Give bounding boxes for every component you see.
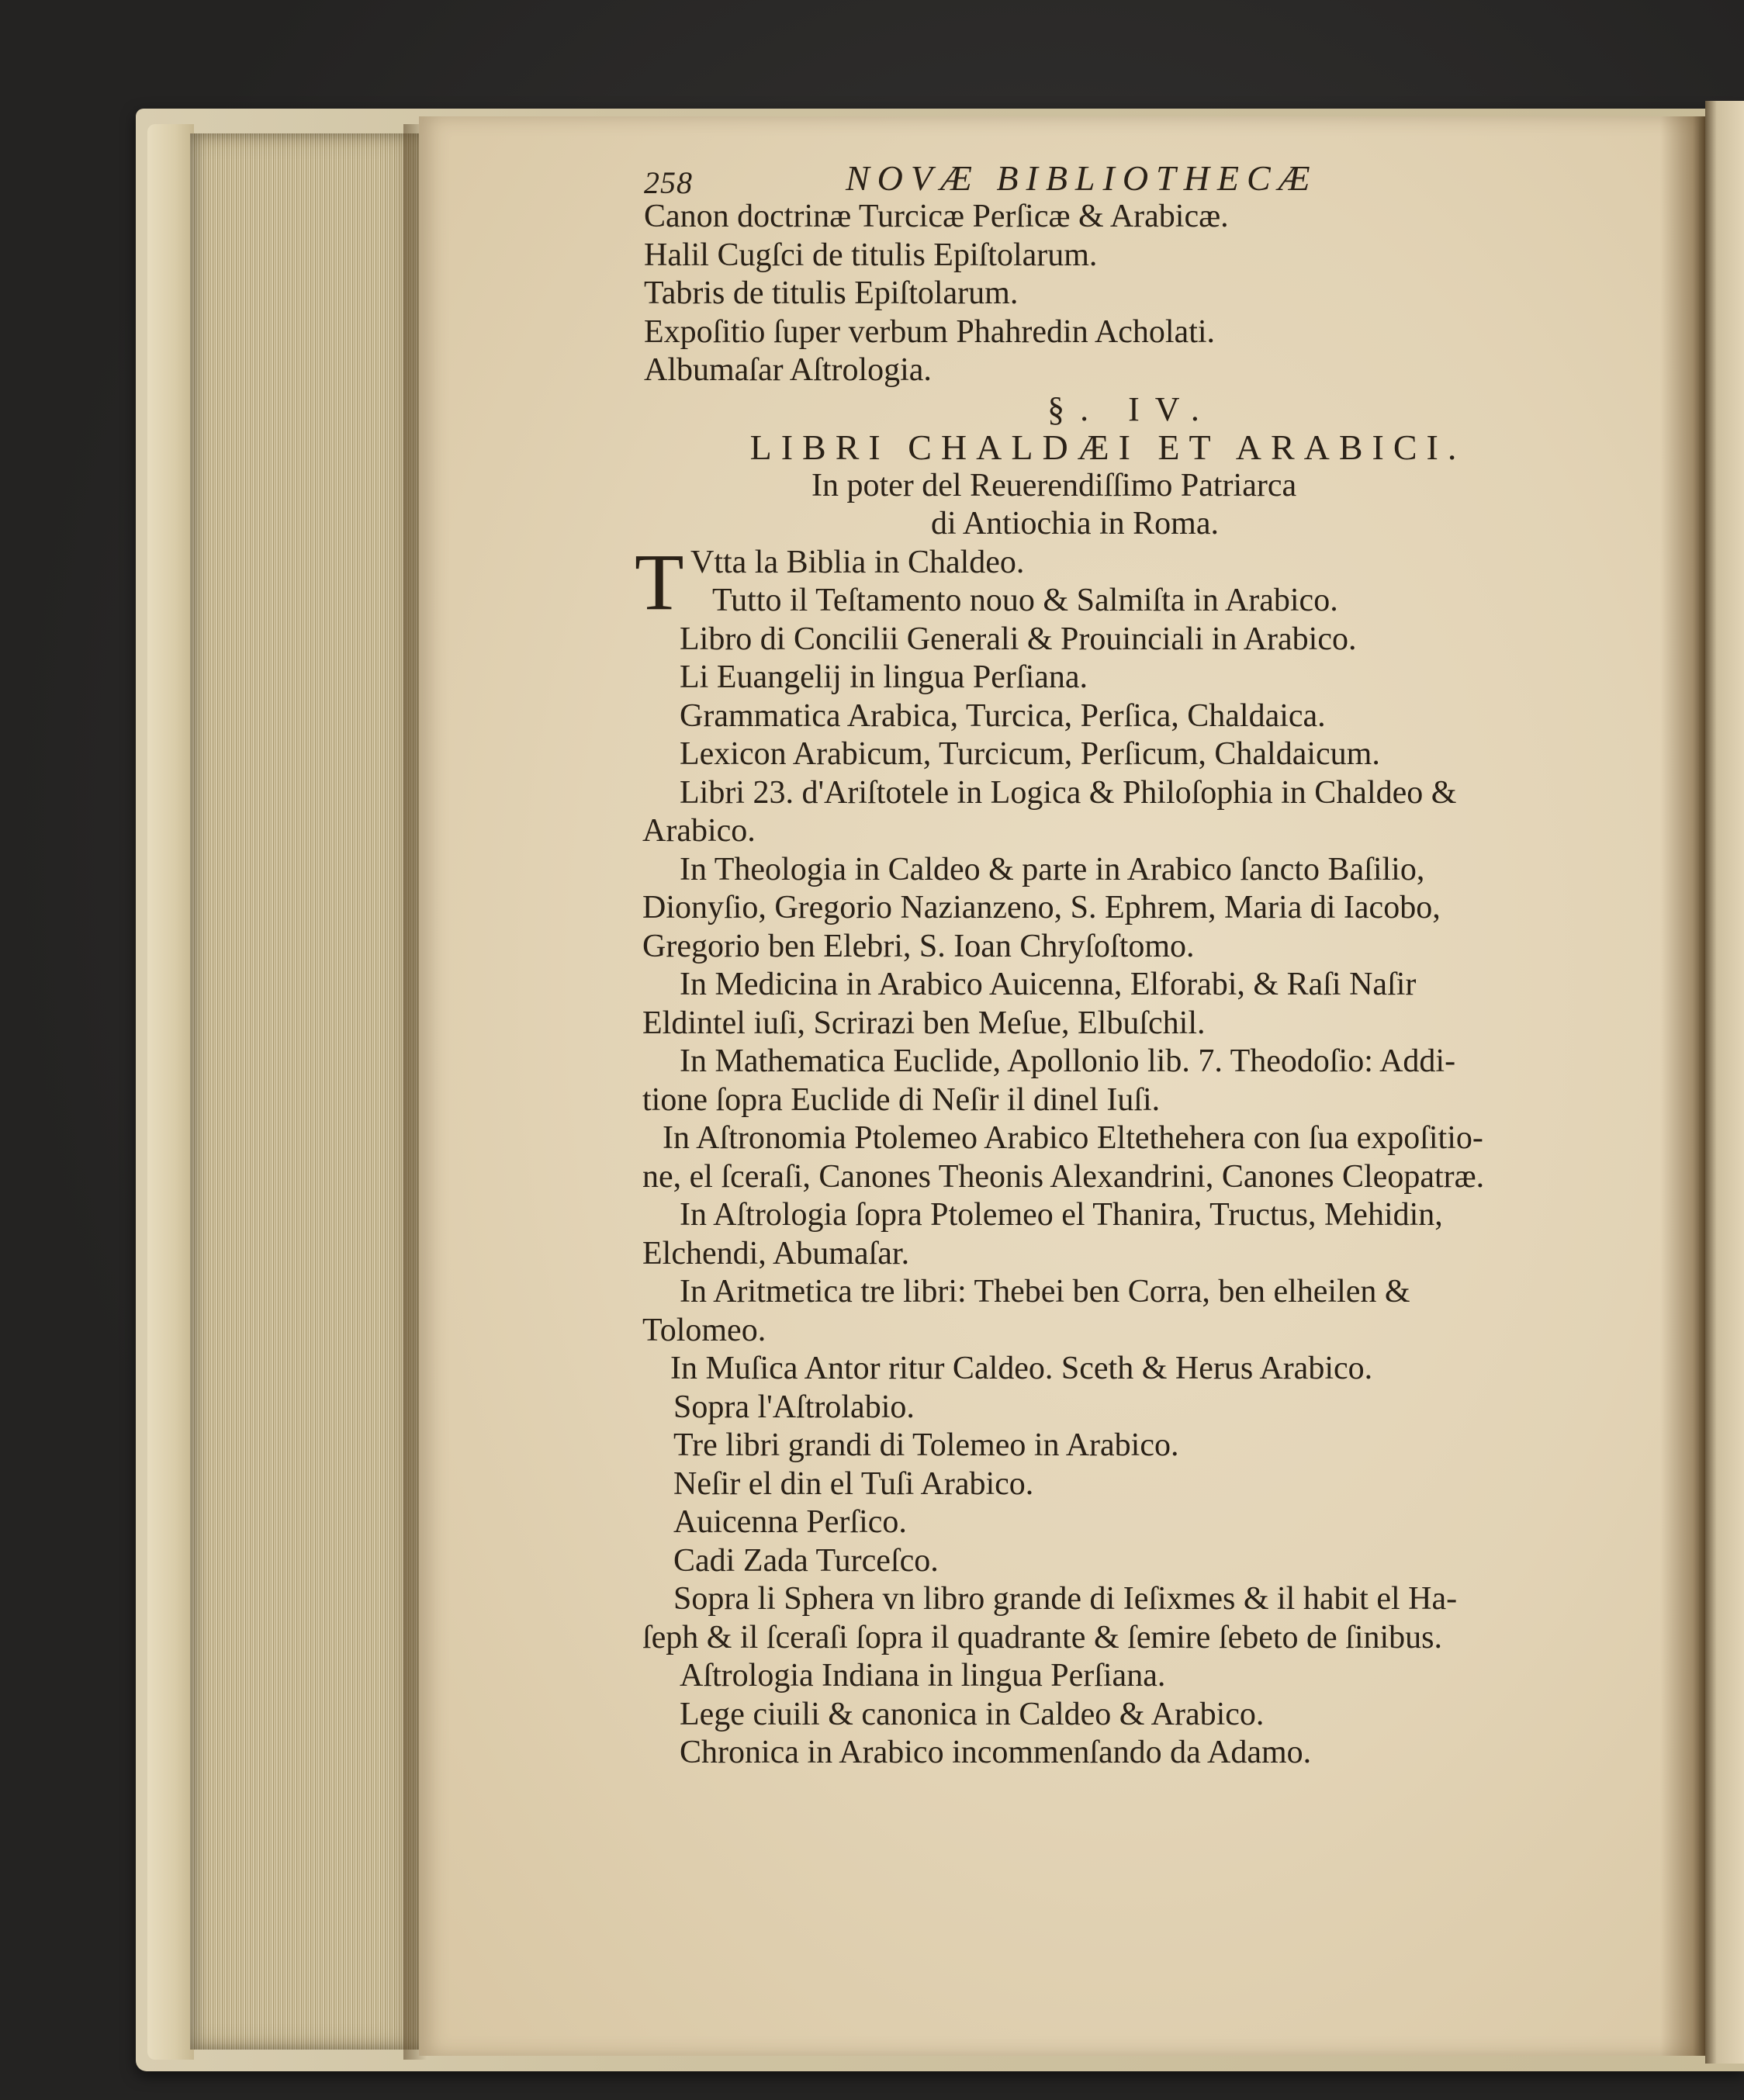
text-line: In Medicina in Arabico Auicenna, Elforabi, & Raſi Naſir — [680, 967, 1417, 1002]
text-line: Canon doctrinæ Turcicæ Perſicæ & Arabicæ. — [644, 199, 1229, 234]
text-line: Tutto il Teſtamento nouo & Salmiſta in Arabico. — [712, 583, 1338, 618]
text-line: Sopra li Sphera vn libro grande di Ieſixmes & il habit el Ha- — [673, 1581, 1458, 1617]
text-line: Arabico. — [642, 813, 756, 849]
page-gutter — [1660, 116, 1707, 2056]
text-line: Lexicon Arabicum, Turcicum, Perſicum, Chaldaicum. — [680, 736, 1380, 772]
text-line: In Aſtronomia Ptolemeo Arabico Eltethehera con ſua expoſitio- — [663, 1120, 1483, 1156]
text-line: Chronica in Arabico incommenſando da Adamo. — [680, 1735, 1312, 1770]
text-line: Tolomeo. — [642, 1312, 766, 1348]
page-text — [635, 158, 1573, 1773]
text-line: ne, el ſceraſi, Canones Theonis Alexandrini, Canones Cleopatræ. — [642, 1158, 1485, 1195]
text-line: In Mathematica Euclide, Apollonio lib. 7. Theodoſio: Addi- — [680, 1043, 1456, 1079]
section-title: LIBRI CHALDÆI ET ARABICI. — [749, 427, 1466, 467]
text-line: Expoſitio ſuper verbum Phahredin Acholati. — [644, 313, 1216, 350]
dropcap-paragraph — [635, 537, 1573, 627]
text-line: Halil Cugſci de titulis Epiſtolarum. — [644, 237, 1098, 273]
page-number: 258 — [644, 165, 693, 200]
page-fore-edge — [190, 133, 423, 2050]
text-line: Neſir el din el Tuſi Arabico. — [673, 1465, 1034, 1502]
text-line: Gregorio ben Elebri, S. Ioan Chryſoſtomo. — [642, 928, 1195, 964]
text-line: Libri 23. d'Ariſtotele in Logica & Philoſophia in Chaldeo & — [680, 774, 1457, 811]
text-line: In Aſtrologia ſopra Ptolemeo el Thanira, Tructus, Mehidin, — [680, 1197, 1443, 1233]
text-line: Dionyſio, Gregorio Nazianzeno, S. Ephrem, Maria di Iacobo, — [642, 890, 1441, 925]
text-line: In Theologia in Caldeo & parte in Arabico ſancto Baſilio, — [680, 851, 1425, 887]
text-line: Cadi Zada Turceſco. — [673, 1542, 939, 1579]
text-line: Tabris de titulis Epiſtolarum. — [644, 275, 1019, 311]
facing-page-edge — [1705, 101, 1744, 2064]
text-line: Sopra l'Aſtrolabio. — [673, 1389, 915, 1425]
section-subtitle-continued: di Antiochia in Roma. — [931, 506, 1219, 541]
drop-cap: T — [635, 537, 684, 627]
text-line: Vtta la Biblia in Chaldeo. — [690, 544, 1025, 580]
running-title: NOVÆ BIBLIOTHECÆ — [846, 158, 1318, 198]
text-line: Lege ciuili & canonica in Caldeo & Arabico. — [680, 1696, 1265, 1732]
running-head — [642, 159, 1573, 198]
section-number: §. IV. — [1047, 389, 1215, 428]
text-line: tione ſopra Euclide di Neſir il dinel Iuſi. — [642, 1081, 1161, 1118]
text-line: Grammatica Arabica, Turcica, Perſica, Chaldaica. — [680, 697, 1326, 734]
text-line: Elchendi, Abumaſar. — [642, 1235, 910, 1271]
text-line: Libro di Concilii Generali & Prouinciali in Arabico. — [680, 621, 1357, 657]
text-line: ſeph & il ſceraſi ſopra il quadrante & ſemire ſebeto de ſinibus. — [642, 1619, 1443, 1655]
text-line: In Aritmetica tre libri: Thebei ben Corra, ben elheilen & — [680, 1274, 1410, 1309]
text-line: In Muſica Antor ritur Caldeo. Sceth & Herus Arabico. — [670, 1351, 1373, 1386]
text-line: Aſtrologia Indiana in lingua Perſiana. — [680, 1658, 1166, 1693]
book-spine — [147, 124, 194, 2060]
text-line: Tre libri grandi di Tolemeo in Arabico. — [673, 1427, 1179, 1463]
text-line: Li Euangelij in lingua Perſiana. — [680, 659, 1088, 695]
text-line: Auicenna Perſico. — [673, 1504, 907, 1540]
text-line: Albumaſar Aſtrologia. — [644, 352, 932, 388]
section-subtitle: In poter del Reuerendiſſimo Patriarca — [811, 467, 1297, 503]
text-line: Eldintel iuſi, Scrirazi ben Meſue, Elbuſchil. — [642, 1005, 1206, 1041]
